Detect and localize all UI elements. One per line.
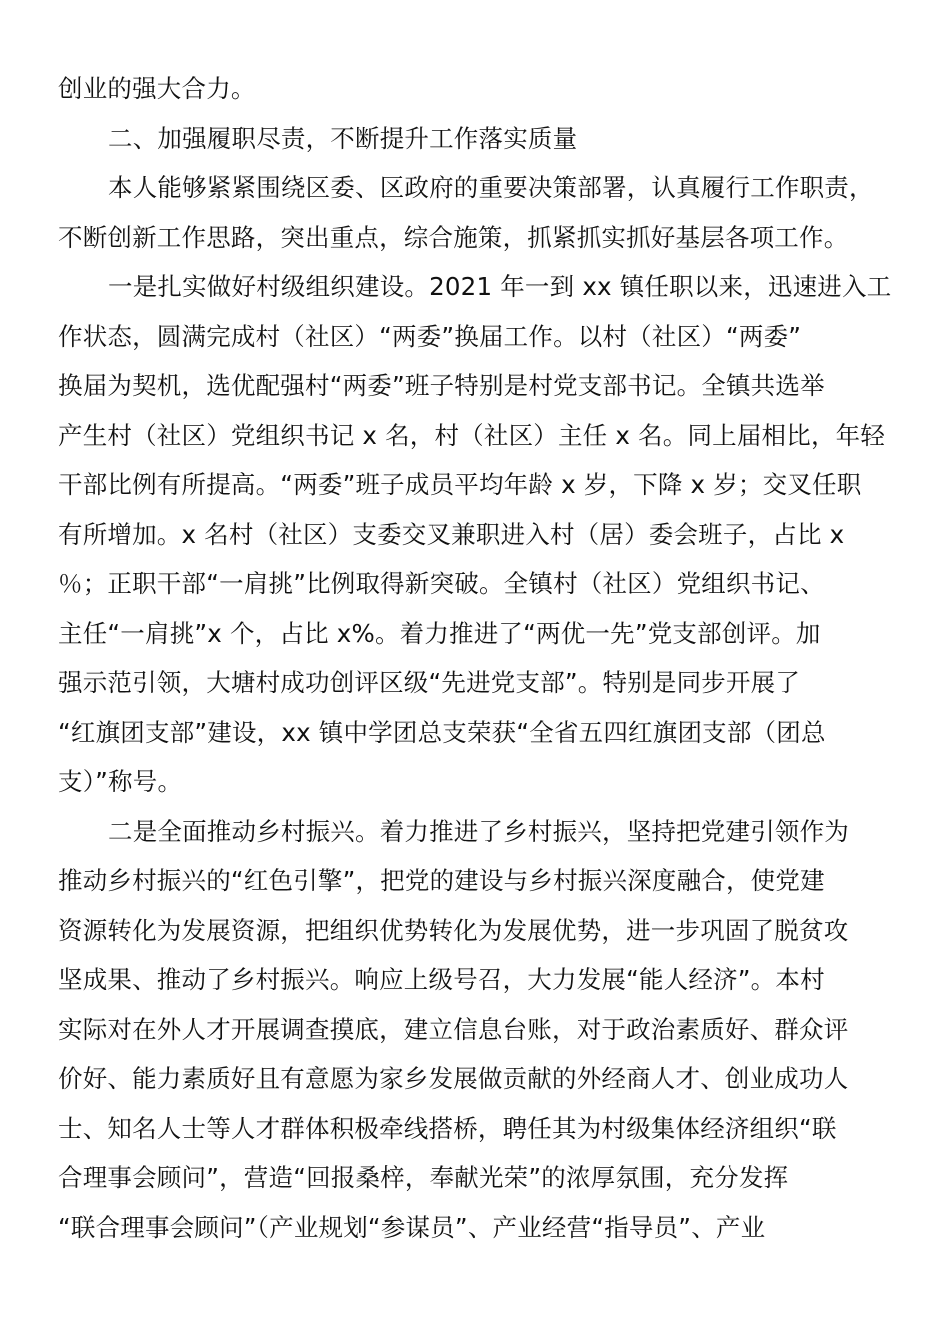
paragraph-line: 价好、能力素质好且有意愿为家乡发展做贡献的外经商人才、创业成功人 (58, 1064, 849, 1093)
paragraph-line: 坚成果、推动了乡村振兴。响应上级号召，大力发展“能人经济”。本村 (58, 965, 825, 994)
paragraph-line: 一是扎实做好村级组织建设。2021 年一到 xx 镇任职以来，迅速进入工 (108, 272, 892, 301)
paragraph-line: 本人能够紧紧围绕区委、区政府的重要决策部署，认真履行工作职责， (108, 173, 874, 202)
paragraph-line: 支）”称号。 (58, 767, 183, 796)
paragraph-line: 士、知名人士等人才群体积极牵线搭桥，聘任其为村级集体经济组织“联 (58, 1113, 837, 1143)
paragraph-line: ％；正职干部“一肩挑”比例取得新突破。全镇村（社区）党组织书记、 (58, 569, 825, 598)
paragraph-line: 强示范引领，大塘村成功创评区级“先进党支部”。特别是同步开展了 (58, 668, 801, 697)
paragraph-line: 产生村（社区）党组织书记 x 名，村（社区）主任 x 名。同上届相比，年轻 (58, 420, 886, 450)
paragraph-line: “联合理事会顾问”（产业规划“参谋员”、产业经营“指导员”、产业 (58, 1212, 766, 1242)
paragraph-line: 有所增加。x 名村（社区）支委交叉兼职进入村（居）委会班子，占比 x (58, 519, 845, 549)
paragraph-line: 创业的强大合力。 (58, 74, 256, 103)
paragraph-line: 资源转化为发展资源，把组织优势转化为发展优势，进一步巩固了脱贫攻 (58, 915, 849, 945)
section-heading: 二、加强履职尽责，不断提升工作落实质量 (108, 123, 578, 153)
paragraph-line: 主任“一肩挑”x 个，占比 x%。着力推进了“两优一先”党支部创评。加 (58, 618, 821, 648)
paragraph-line: 不断创新工作思路，突出重点，综合施策，抓紧抓实抓好基层各项工作。 (58, 222, 849, 252)
document-body (58, 64, 894, 1252)
paragraph-line: 二是全面推动乡村振兴。着力推进了乡村振兴，坚持把党建引领作为 (108, 816, 849, 846)
paragraph-line: “红旗团支部”建设，xx 镇中学团总支荣获“全省五四红旗团支部（团总 (58, 717, 826, 747)
paragraph-line: 干部比例有所提高。“两委”班子成员平均年龄 x 岁，下降 x 岁；交叉任职 (58, 470, 862, 499)
paragraph-line: 作状态，圆满完成村（社区）“两委”换届工作。以村（社区）“两委” (58, 321, 802, 351)
paragraph-line: 合理事会顾问”，营造“回报桑梓，奉献光荣”的浓厚氛围，充分发挥 (58, 1163, 789, 1192)
paragraph-line: 推动乡村振兴的“红色引擎”，把党的建设与乡村振兴深度融合，使党建 (58, 866, 825, 895)
paragraph-line: 换届为契机，选优配强村“两委”班子特别是村党支部书记。全镇共选举 (58, 371, 825, 400)
paragraph-line: 实际对在外人才开展调查摸底，建立信息台账，对于政治素质好、群众评 (58, 1014, 849, 1044)
